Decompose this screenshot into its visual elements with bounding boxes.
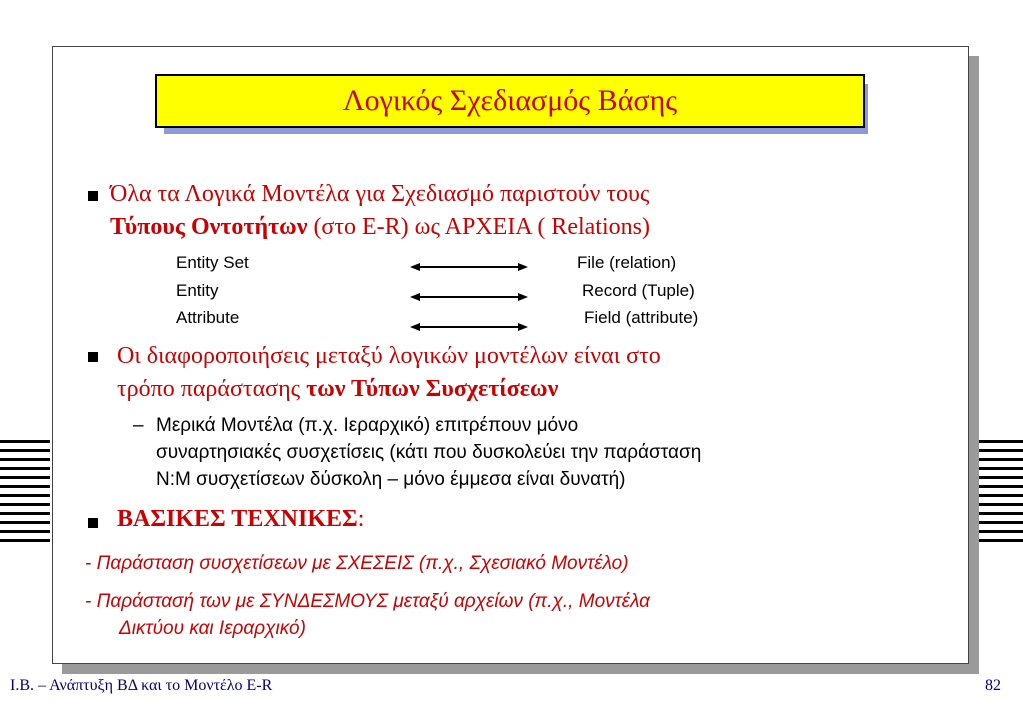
double-arrow-icon	[410, 322, 528, 332]
bullet-1	[110, 178, 850, 244]
double-arrow-icon	[410, 262, 528, 272]
mapping-right-0: File (relation)	[577, 253, 677, 272]
mapping-right-1: Record (Tuple)	[582, 281, 695, 300]
bullet-1-rest: (στο E-R) ως ΑΡΧΕΙΑ ( Relations)	[307, 214, 650, 240]
sub-bullet-line-2: συναρτησιακές συσχετίσεις (κάτι που δυσκολεύει την παράσταση	[156, 442, 702, 463]
sub-bullet-line-3: N:M συσχετίσεων δύσκολη – μόνο έμμεσα είναι δυνατή)	[156, 469, 626, 490]
mapping-left-2: Attribute	[176, 308, 240, 327]
bullet-2-normal: τρόπο παράστασης	[117, 376, 307, 402]
footer-text: Ι.Β. – Ανάπτυξη ΒΔ και το Μοντέλο E-R	[10, 677, 273, 694]
bullet-3-colon: :	[357, 506, 365, 532]
right-decorative-stripes	[975, 440, 1023, 548]
bullet-3-label: ΒΑΣΙΚΕΣ ΤΕΧΝΙΚΕΣ	[117, 506, 358, 532]
sub-bullet-text	[156, 412, 926, 493]
mapping-left-0: Entity Set	[176, 253, 249, 272]
technique-2-line-2: Δικτύου και Ιεραρχικό)	[119, 618, 306, 639]
left-decorative-stripes	[0, 440, 50, 548]
sub-bullet-dash: –	[133, 415, 144, 436]
mapping-right-2: Field (attribute)	[584, 308, 699, 327]
bullet-1-line-1: Όλα τα Λογικά Μοντέλα για Σχεδιασμό παριστούν τους	[110, 181, 650, 207]
mapping-left-1: Entity	[176, 281, 219, 300]
bullet-3	[117, 506, 364, 533]
bullet-1-bold: Τύπους Οντοτήτων	[110, 214, 308, 240]
bullet-square-icon	[88, 352, 98, 362]
bullet-1-line-2	[110, 211, 850, 244]
technique-2	[85, 588, 905, 642]
double-arrow-icon	[410, 292, 528, 302]
technique-2-line-1: - Παράστασή των με ΣΥΝΔΕΣΜΟΥΣ μεταξύ αρχείων (π.χ., Μοντέλα	[85, 591, 651, 612]
bullet-2-bold: των Τύπων Συσχετίσεων	[306, 376, 559, 402]
sub-bullet-line-1: Μερικά Μοντέλα (π.χ. Ιεραρχικό) επιτρέπουν μόνο	[156, 415, 579, 436]
bullet-2-line-1: Οι διαφοροποιήσεις μεταξύ λογικών μοντέλων είναι στο	[117, 343, 661, 369]
bullet-square-icon	[88, 518, 98, 528]
bullet-square-icon	[88, 191, 98, 201]
bullet-2	[117, 340, 877, 406]
title-box	[155, 74, 865, 128]
page-number: 82	[985, 677, 1001, 694]
technique-1: - Παράσταση συσχετίσεων με ΣΧΕΣΕΙΣ (π.χ., Σχεσιακό Μοντέλο)	[85, 553, 629, 574]
slide-title: Λογικός Σχεδιασμός Βάσης	[342, 84, 678, 117]
bullet-2-line-2	[117, 373, 877, 406]
